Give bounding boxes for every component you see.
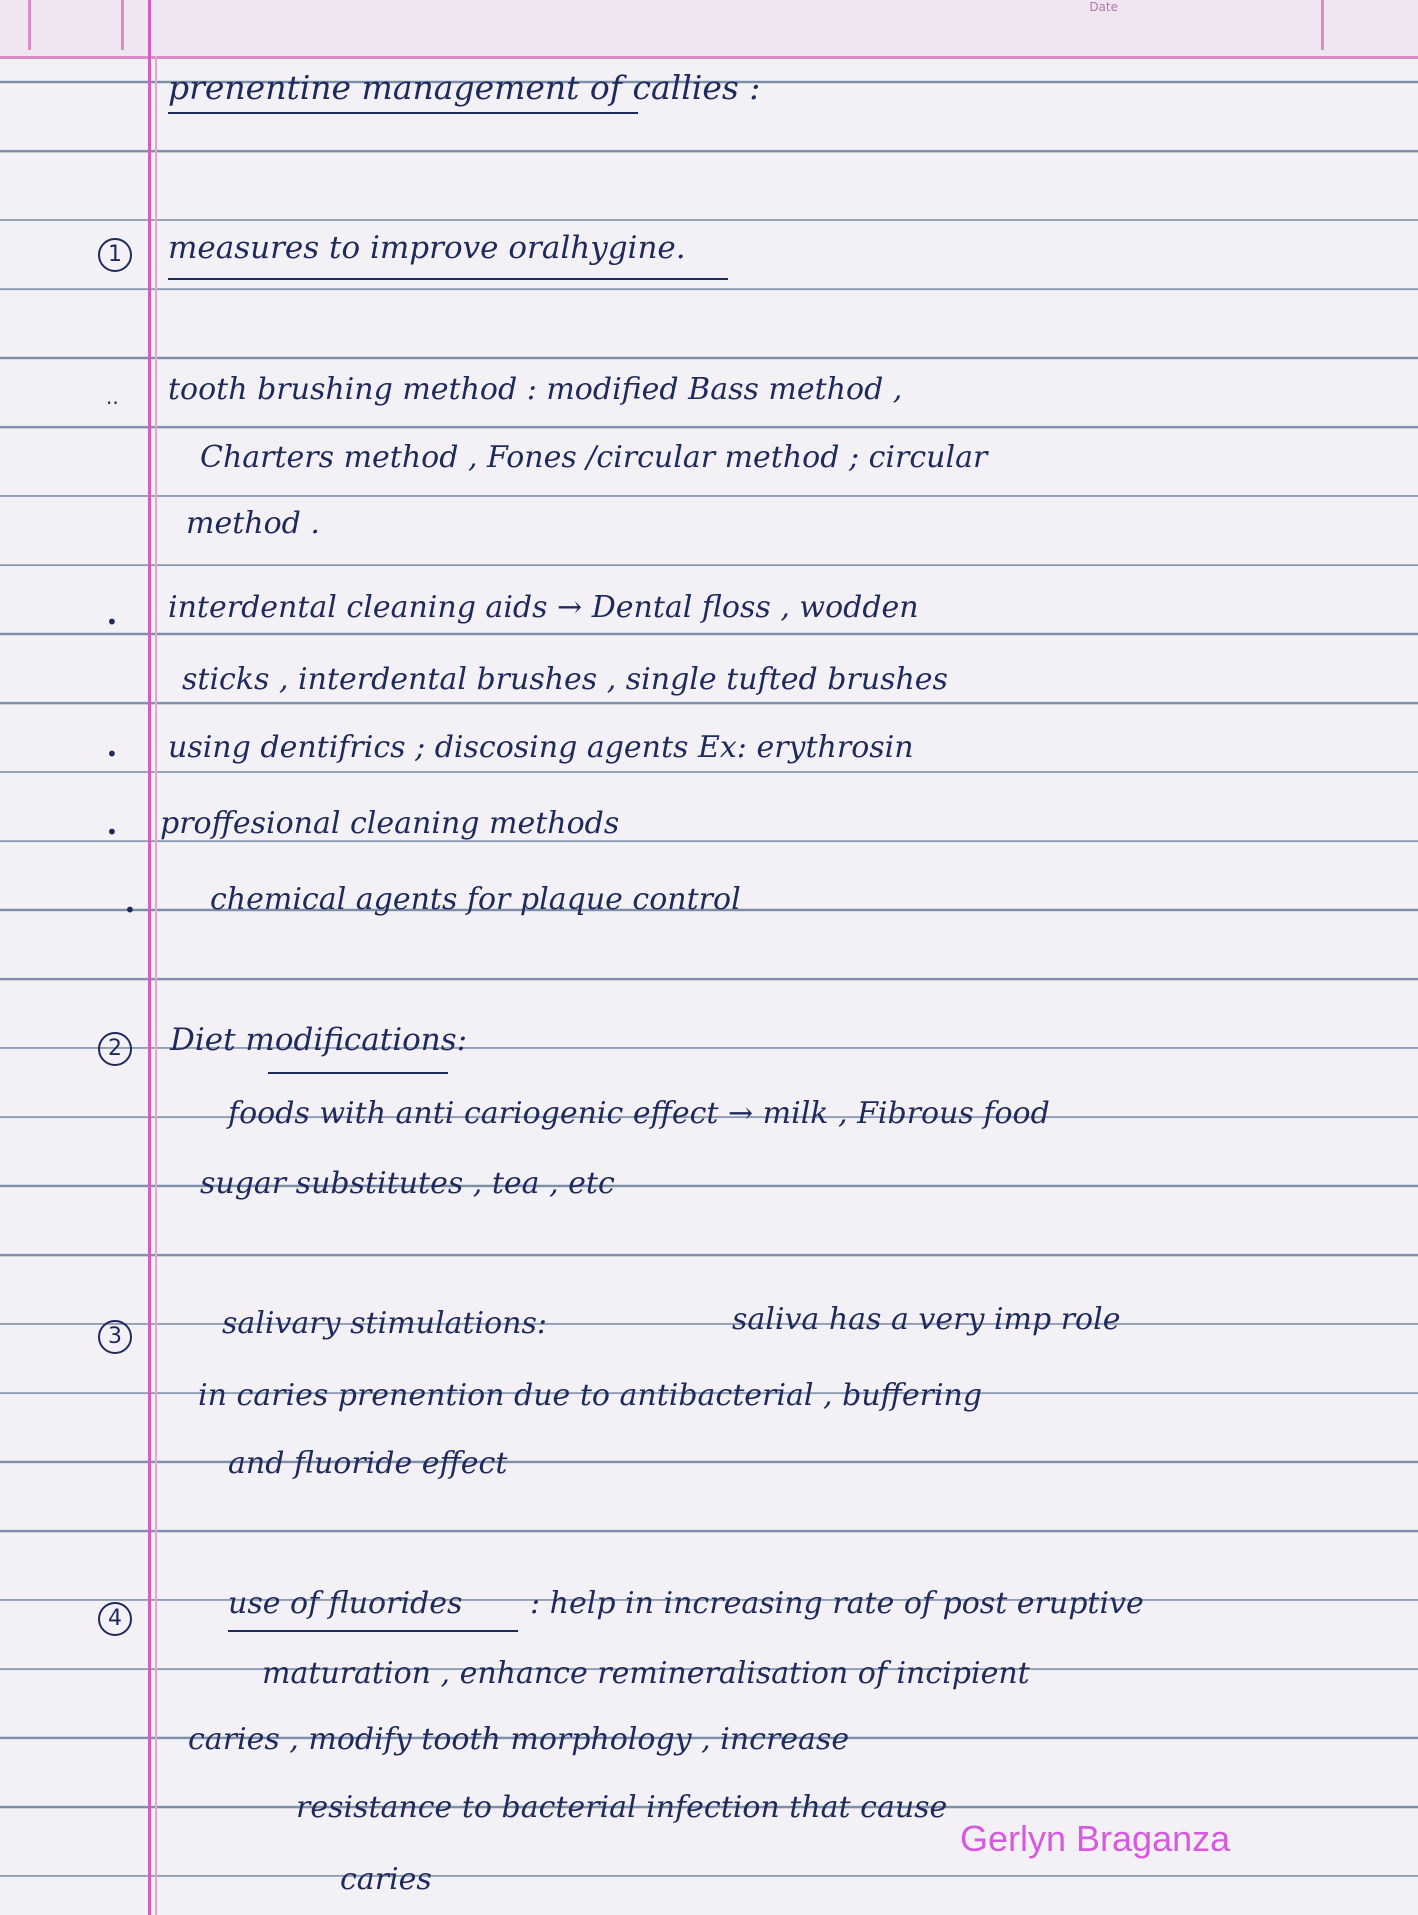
section-number: 3 [98, 1320, 132, 1354]
bullet-line: chemical agents for plaque control [210, 882, 741, 917]
section-line: sugar substitutes , tea , etc [200, 1166, 615, 1201]
section-line: and fluoride effect [228, 1446, 508, 1481]
section-line: maturation , enhance remineralisation of incipient [262, 1656, 1030, 1691]
section-number: 2 [98, 1032, 132, 1066]
title-underline [168, 112, 638, 114]
bullet-mark: • [106, 610, 118, 634]
section-line: caries , modify tooth morphology , increase [188, 1722, 850, 1757]
bullet-line: interdental cleaning aids → Dental floss , wodden [168, 590, 919, 625]
bullet-line: proffesional cleaning methods [160, 806, 620, 841]
bullet-line: tooth brushing method : modified Bass method , [168, 372, 903, 407]
page-header-band [0, 0, 1418, 59]
section-heading: use of fluorides [228, 1586, 463, 1621]
section-heading-rest: : help in increasing rate of post eruptive [530, 1586, 1144, 1621]
date-label: Date [1089, 0, 1118, 14]
section-heading: salivary stimulations: [222, 1306, 547, 1341]
section-heading-rest: saliva has a very imp role [732, 1302, 1121, 1337]
section-heading: measures to improve oralhygine. [168, 230, 686, 266]
page-title: prenentine management of callies : [168, 68, 761, 107]
heading-underline [268, 1072, 448, 1074]
bullet-line: sticks , interdental brushes , single tufted brushes [182, 662, 948, 697]
section-line: in caries prenention due to antibacterial , buffering [198, 1378, 983, 1413]
author-watermark: Gerlyn Braganza [960, 1818, 1231, 1859]
section-number: 4 [98, 1602, 132, 1636]
margin-line [148, 0, 151, 1915]
heading-underline [168, 278, 728, 280]
bullet-mark: .. [106, 385, 119, 409]
section-line: foods with anti cariogenic effect → milk , Fibrous food [228, 1096, 1050, 1131]
margin-line-secondary [155, 56, 157, 1915]
heading-underline [228, 1630, 518, 1632]
bullet-line: Charters method , Fones /circular method ; circular [200, 440, 988, 475]
bullet-mark: • [106, 820, 118, 844]
bullet-mark: • [106, 742, 118, 766]
header-corner-left [28, 0, 124, 50]
header-corner-right [1321, 0, 1394, 50]
section-line: caries [340, 1862, 432, 1897]
bullet-line: using dentifrics ; discosing agents Ex: erythrosin [168, 730, 914, 765]
section-heading: Diet modifications: [170, 1022, 468, 1058]
bullet-line: method . [186, 506, 320, 541]
section-number: 1 [98, 238, 132, 272]
section-line: resistance to bacterial infection that cause [296, 1790, 948, 1825]
bullet-mark: • [124, 898, 136, 922]
